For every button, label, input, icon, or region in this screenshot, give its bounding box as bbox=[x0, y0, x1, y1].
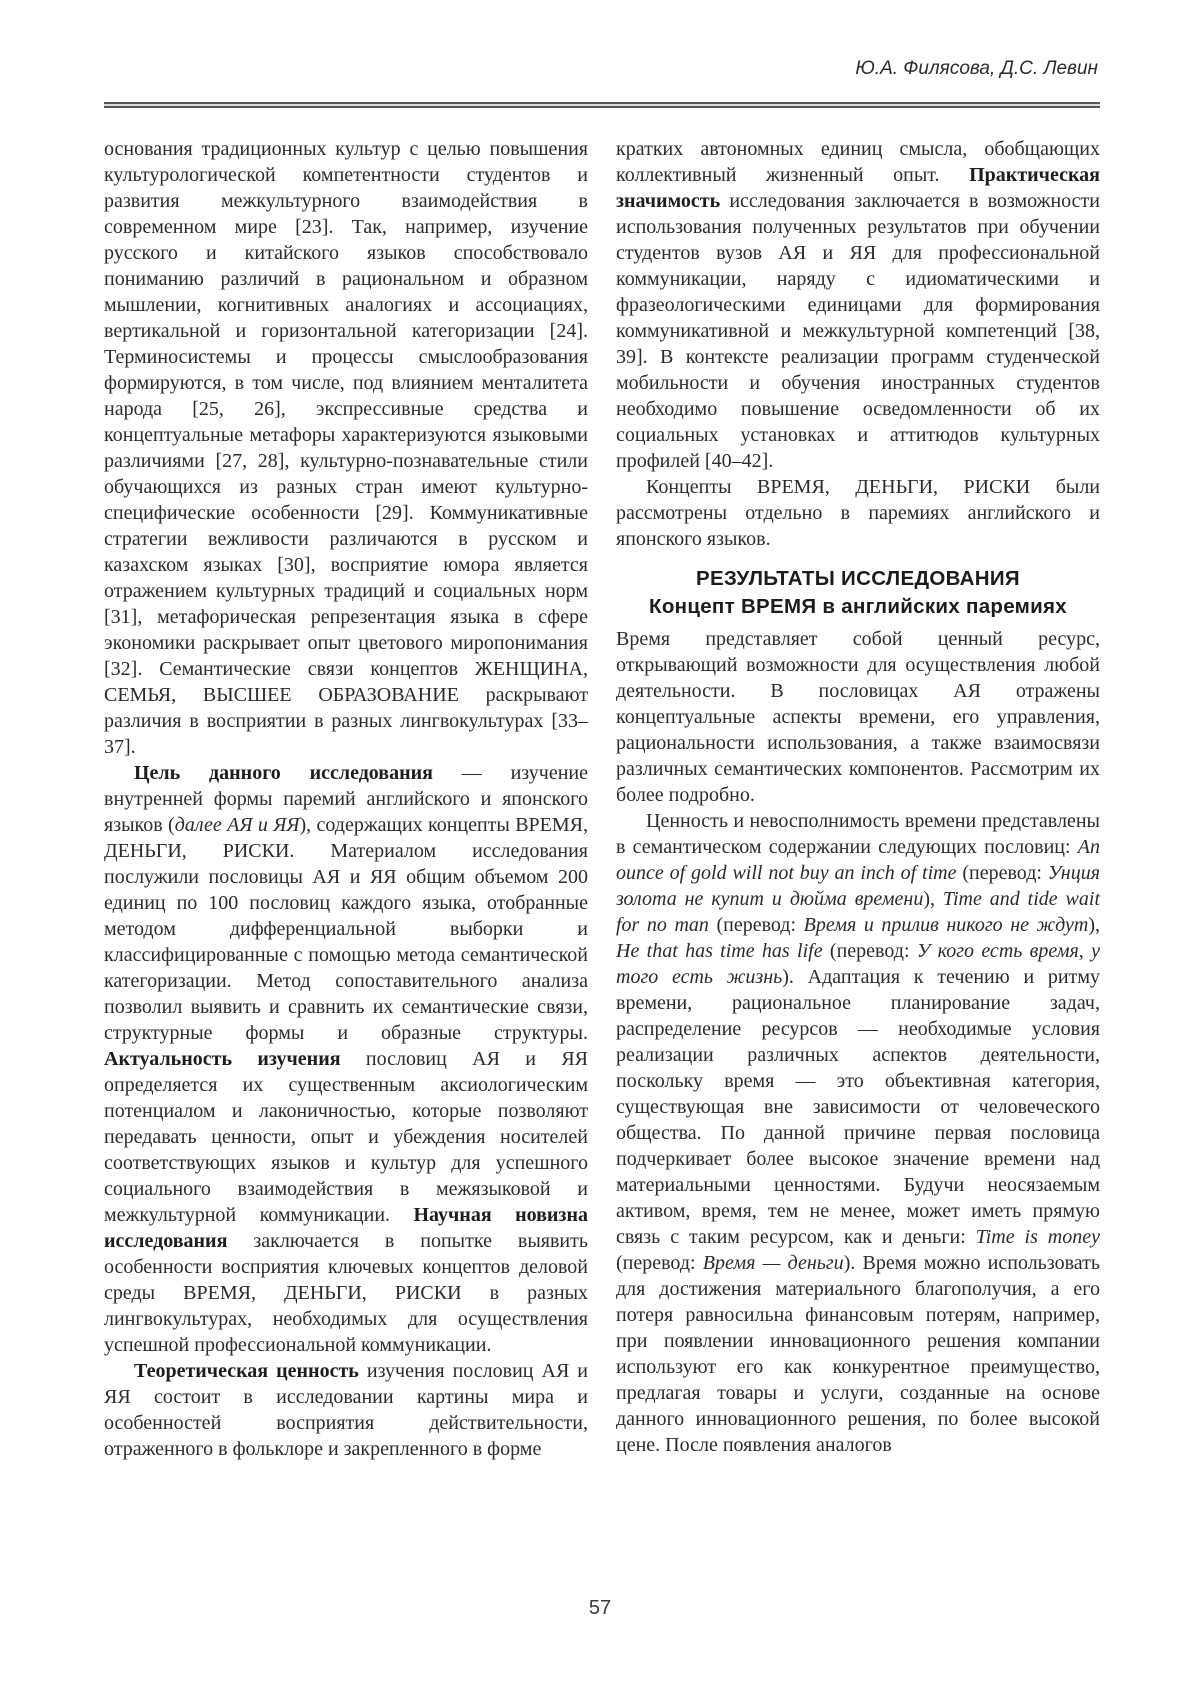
text-run: — изучение внутренней формы паремий английского и японского языков ( bbox=[104, 762, 588, 836]
text-run: Ценность и невосполнимость времени представлены в семантическом содержании следующих пословиц: bbox=[616, 810, 1100, 858]
section-heading-block bbox=[616, 565, 1100, 621]
left-column bbox=[104, 136, 588, 1462]
text-run-bold: Актуальность изучения bbox=[104, 1048, 341, 1070]
running-head-authors: Ю.А. Филясова, Д.С. Левин bbox=[855, 58, 1098, 79]
header-rule bbox=[104, 102, 1100, 108]
text-run: изучения пословиц АЯ и ЯЯ состоит в исследовании картины мира и особенностей восприятия действительности, отраженного в фольклоре и закрепленного в форме bbox=[104, 1360, 588, 1460]
page-content bbox=[104, 0, 1100, 1462]
text-run-bold: Научная новизна исследования bbox=[104, 1204, 588, 1252]
paragraph bbox=[616, 136, 1100, 474]
text-run: ), bbox=[923, 888, 943, 910]
section-heading: РЕЗУЛЬТАТЫ ИССЛЕДОВАНИЯ bbox=[696, 567, 1020, 590]
text-run: (перевод: bbox=[956, 862, 1048, 884]
text-run: кратких автономных единиц смысла, обобщающих коллективный жизненный опыт. bbox=[616, 138, 1100, 186]
text-run: заключается в попытке выявить особенности восприятия ключевых концептов деловой среды ВРЕМЯ, ДЕНЬГИ, РИСКИ в разных лингвокультурах, необходимых для осуществления успешной профессиональной коммуникации. bbox=[104, 1230, 588, 1356]
text-run: ). Адаптация к течению и ритму времени, рациональное планирование задач, распределение ресурсов — необходимые условия реализации различных аспектов деятельности, поскольку время — это объективная категория, существующая вне зависимости от человеческого общества. По данной причине первая пословица подчеркивает более высокое значение времени над материальными ценностями. Будучи неосязаемым активом, время, тем не менее, может иметь прямую связь с таким ресурсом, как и деньги: bbox=[616, 966, 1101, 1248]
two-column-text bbox=[104, 136, 1100, 1462]
page-number: 57 bbox=[588, 1597, 612, 1619]
paragraph bbox=[616, 808, 1100, 1458]
page-header bbox=[104, 58, 1100, 108]
paragraph bbox=[104, 760, 588, 1358]
text-run: (перевод: bbox=[822, 940, 917, 962]
text-run: ), содержащих концепты ВРЕМЯ, ДЕНЬГИ, РИСКИ. Материалом исследования послужили пословицы АЯ и ЯЯ общим объемом 200 единиц по 100 пословиц каждого языка, отобранные методом дифференциальной выборки и классифицированные с помощью метода семантической категоризации. Метод сопоставительного анализа позволил выявить и сравнить их семантические связи, структурные формы и образные структуры. bbox=[104, 814, 589, 1044]
text-run-bold: Теоретическая ценность bbox=[134, 1360, 359, 1382]
text-run: исследования заключается в возможности использования полученных результатов при обучении студентов вузов АЯ и ЯЯ для профессиональной коммуникации, наряду с идиоматическими и фразеологическими единицами для формирования коммуникативной и межкультурной компетенций [38, 39]. В контексте реализации программ студенческой мобильности и обучения иностранных студентов необходимо повышение осведомленности об их социальных установках и аттитюдов культурных профилей [40–42]. bbox=[616, 190, 1100, 472]
text-run-italic: Унция золота не купит и дюйма времени bbox=[616, 862, 1100, 910]
text-run-italic: Время и прилив никого не ждут bbox=[803, 914, 1089, 936]
text-run-bold: Практическая значимость bbox=[616, 164, 1100, 212]
paragraph bbox=[616, 474, 1100, 552]
text-run-italic: He that has time has life bbox=[616, 940, 823, 962]
right-column bbox=[616, 136, 1100, 1462]
text-run-italic: Time and tide wait for no man bbox=[616, 888, 1100, 936]
text-run: пословиц АЯ и ЯЯ определяется их существенным аксиологическим потенциалом и лаконичностью, которые позволяют передавать ценности, опыт и убеждения носителей соответствующих языков и культур для успешного социального взаимодействия в межязыковой и межкультурной коммуникации. bbox=[104, 1048, 588, 1226]
text-run-italic: далее АЯ и ЯЯ bbox=[174, 814, 300, 836]
paragraph bbox=[104, 136, 588, 760]
paragraph bbox=[616, 626, 1100, 808]
paragraph bbox=[104, 1358, 588, 1462]
section-heading: Концепт ВРЕМЯ в английских паремиях bbox=[649, 595, 1067, 618]
text-run: ), bbox=[1088, 914, 1101, 936]
text-run-italic: An ounce of gold will not buy an inch of time bbox=[616, 836, 1100, 884]
text-run: основания традиционных культур с целью повышения культурологической компетентности студентов и развития межкультурного взаимодействия в современном мире [23]. Так, например, изучение русского и китайского языков способствовало пониманию различий в рациональном и образном мышлении, когнитивных аналогиях и ассоциациях, вертикальной и горизонтальной категоризации [24]. Терминосистемы и процессы смыслообразования формируются, в том числе, под влиянием менталитета народа [25, 26], экспрессивные средства и концептуальные метафоры характеризуются языковыми различиями [27, 28], культурно-познавательные стили обучающихся из разных стран имеют культурно-специфические особенности [29]. Коммуникативные стратегии вежливости различаются в русском и казахском языках [30], восприятие юмора является отражением культурных традиций и социальных норм [31], метафорическая репрезентация языка в сфере экономики раскрывает опыт цветового миропонимания [32]. Семантические связи концептов ЖЕНЩИНА, СЕМЬЯ, ВЫСШЕЕ ОБРАЗОВАНИЕ раскрывают различия в восприятии в разных лингвокультурах [33–37]. bbox=[104, 138, 588, 758]
text-run-italic: У кого есть время, у того есть жизнь bbox=[616, 940, 1100, 988]
text-run: ). Время можно использовать для достижения материального благополучия, а его потеря равносильна финансовым потерям, например, при появлении инновационного решения компании используют его как конкурентное преимущество, предлагая товары и услуги, созданные на основе данного инновационного решения, по более высокой цене. После появления аналогов bbox=[616, 1252, 1100, 1456]
text-run: Концепты ВРЕМЯ, ДЕНЬГИ, РИСКИ были рассмотрены отдельно в паремиях английского и японского языков. bbox=[616, 476, 1100, 550]
text-run-italic: Время — деньги bbox=[702, 1252, 844, 1274]
text-run: (перевод: bbox=[708, 914, 804, 936]
text-run-italic: Time is money bbox=[975, 1226, 1100, 1248]
text-run: Время представляет собой ценный ресурс, открывающий возможности для осуществления любой деятельности. В пословицах АЯ отражены концептуальные аспекты времени, его управления, рациональности использования, а также взаимосвязи различных семантических компонентов. Рассмотрим их более подробно. bbox=[616, 628, 1100, 806]
text-run: (перевод: bbox=[616, 1252, 703, 1274]
text-run-bold: Цель данного исследования bbox=[134, 762, 433, 784]
